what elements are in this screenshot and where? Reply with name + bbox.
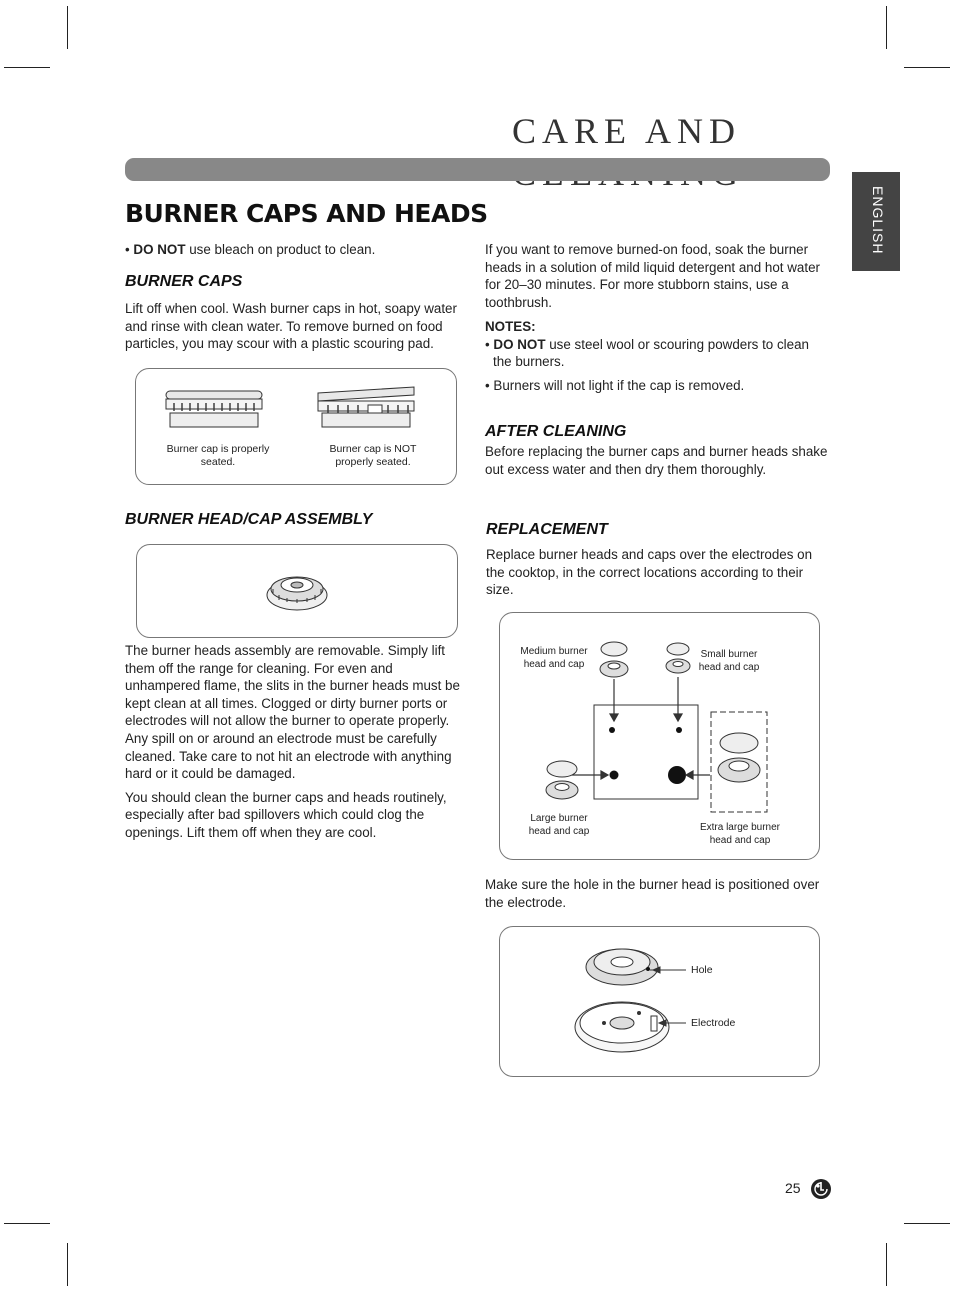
replacement-figure — [499, 612, 820, 860]
note1-text: use steel wool or scouring powders to clean the burners. — [493, 336, 809, 370]
assembly-body — [125, 642, 465, 842]
crop-mark — [904, 1223, 950, 1224]
crop-mark — [904, 67, 950, 68]
note2-text: Burners will not light if the cap is removed. — [493, 377, 745, 393]
language-tab-label: ENGLISH — [870, 186, 886, 255]
hole-instruction: Make sure the hole in the burner head is positioned over the electrode. — [485, 877, 820, 910]
assembly-figure — [136, 544, 458, 638]
after-cleaning-body: Before replacing the burner caps and burner heads shake out excess water and then dry them thoroughly. — [485, 444, 828, 477]
crop-mark — [886, 1243, 887, 1286]
note1-bold: DO NOT — [493, 336, 546, 352]
page-number: 25 — [785, 1180, 801, 1196]
after-cleaning-heading: AFTER CLEANING — [485, 423, 627, 440]
label-medium-burner: Medium burner head and cap — [520, 646, 588, 670]
page-title: BURNER CAPS AND HEADS — [125, 199, 488, 228]
caption-seated: Burner cap is properly seated. — [166, 443, 270, 468]
bleach-warning: • DO NOT use bleach on product to clean. — [125, 242, 376, 257]
label-hole: Hole — [691, 964, 713, 976]
assembly-heading: BURNER HEAD/CAP ASSEMBLY — [125, 511, 373, 528]
burner-assembly-icon — [137, 545, 457, 637]
hole-electrode-figure — [499, 926, 820, 1077]
burner-caps-heading: BURNER CAPS — [125, 273, 243, 290]
section-title: CARE AND — [512, 111, 742, 151]
notes-block: NOTES: • DO NOT use steel wool or scouring powders to clean the burners. • Burners will not light if the cap is removed. — [485, 319, 809, 393]
crop-mark — [4, 67, 50, 68]
label-small-burner: Small burner head and cap — [698, 649, 760, 673]
label-electrode: Electrode — [691, 1017, 736, 1029]
unseated-cap-icon — [318, 387, 414, 427]
replacement-body: Replace burner heads and caps over the electrodes on the cooktop, in the correct locations according to their size. — [486, 547, 813, 598]
cap-seating-figure — [135, 368, 457, 485]
crop-mark — [4, 1223, 50, 1224]
warning-bold: DO NOT — [133, 242, 186, 257]
crop-mark — [67, 6, 68, 49]
header-bar — [125, 158, 830, 181]
language-tab — [852, 172, 900, 271]
lg-logo-icon — [810, 1178, 832, 1200]
notes-label: NOTES: — [485, 319, 536, 334]
assembly-paragraph-2: You should clean the burner caps and heads routinely, especially after bad spillovers which could clog the openings. Lift them off when they are cool. — [125, 789, 447, 840]
crop-mark — [67, 1243, 68, 1286]
warning-text: use bleach on product to clean. — [185, 242, 376, 257]
label-large-burner: Large burner head and cap — [528, 813, 590, 837]
burner-caps-body: Lift off when cool. Wash burner caps in hot, soapy water and rinse with clean water. To remove burned on food particles, you may scour with a plastic scouring pad. — [125, 301, 457, 352]
caption-not-seated: Burner cap is NOT properly seated. — [329, 443, 417, 468]
label-xlarge-burner: Extra large burner head and cap — [699, 822, 781, 846]
replacement-heading: REPLACEMENT — [486, 521, 608, 538]
hole-electrode-diagram — [500, 927, 819, 1076]
crop-mark — [886, 6, 887, 49]
assembly-paragraph-1: The burner heads assembly are removable. Simply lift them off the range for cleaning. For even and unhampered flame, the slits in the burner heads must be kept clean at all times. Clogged or dirty burner ports or electrodes will not allow the burner to operate properly. Any spill on or around an electrode must be carefully cleaned. Take care to not hit an electrode with anything hard or it could be damaged. — [125, 643, 460, 782]
seated-cap-icon — [166, 391, 262, 427]
soak-instructions: If you want to remove burned-on food, soak the burner heads in a solution of mild liquid detergent and hot water for 20–30 minutes. For more stubborn stains, use a toothbrush. — [485, 242, 820, 310]
